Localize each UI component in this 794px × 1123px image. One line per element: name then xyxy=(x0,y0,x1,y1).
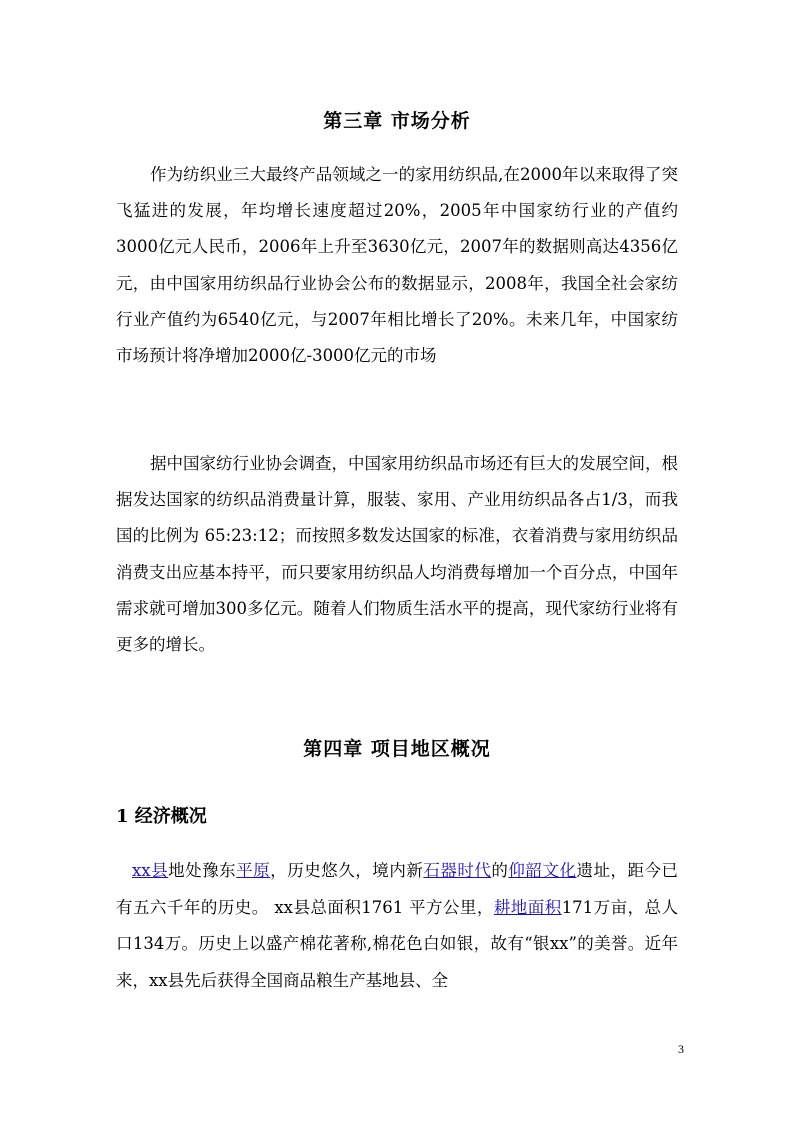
chapter4-title: 第四章 项目地区概况 xyxy=(303,738,491,760)
chapter3-paragraph-2: 据中国家纺行业协会调查，中国家用纺织品市场还有巨大的发展空间，根据发达国家的纺织品消费量计算，服装、家用、产业用纺织品各占1/3，而我国的比例为 65:23:12；而按照多数发达国家的标准，衣着消费与家用纺织品消费支出应基本持平，而只要家用纺织品人均消费每增加一个百分点，中国年需求就可增加300多亿元。随着人们物质生活水平的提高，现代家纺行业将有更多的增长。 xyxy=(116,454,678,655)
chapter3-paragraph-1: 作为纺织业三大最终产品领域之一的家用纺织品,在2000年以来取得了突飞猛进的发展，年均增长速度超过20%，2005年中国家纺行业的产值约3000亿元人民币，2006年上升至3630亿元，2007年的数据则高达4356亿元，由中国家用纺织品行业协会公布的数据显示，2008年，我国全社会家纺行业产值约为6540亿元，与2007年相比增长了20%。未来几年，中国家纺市场预计将净增加2000亿-3000亿元的市场 xyxy=(116,165,678,366)
link-stone-age[interactable]: 石器时代 xyxy=(423,861,492,880)
para-text-4: 遗址，距今已有五六千年的历史。 xx县总面积1761 平方公里， xyxy=(116,861,679,917)
para-text-2: ，历史悠久，境内新 xyxy=(270,861,424,880)
para-text-5: 171万亩，总人口134万。历史上以盛产棉花著称,棉花色白如银，故有“银xx”的美誉。近年来，xx县先后获得全国商品粮生产基地县、全 xyxy=(116,897,678,990)
chapter3-title: 第三章 市场分析 xyxy=(323,110,471,132)
para-text-3: 的 xyxy=(491,861,509,880)
chapter4-paragraph xyxy=(116,853,678,999)
link-county[interactable]: xx县 xyxy=(132,861,169,880)
para-text-1: 地处豫东 xyxy=(168,861,237,880)
link-yangshao-culture[interactable]: 仰韶文化 xyxy=(508,861,577,880)
link-farmland-area[interactable]: 耕地面积 xyxy=(493,897,562,917)
section-1-title: 1 经济概况 xyxy=(116,806,207,827)
page-number: 3 xyxy=(678,1042,684,1056)
link-plain[interactable]: 平原 xyxy=(236,861,271,880)
